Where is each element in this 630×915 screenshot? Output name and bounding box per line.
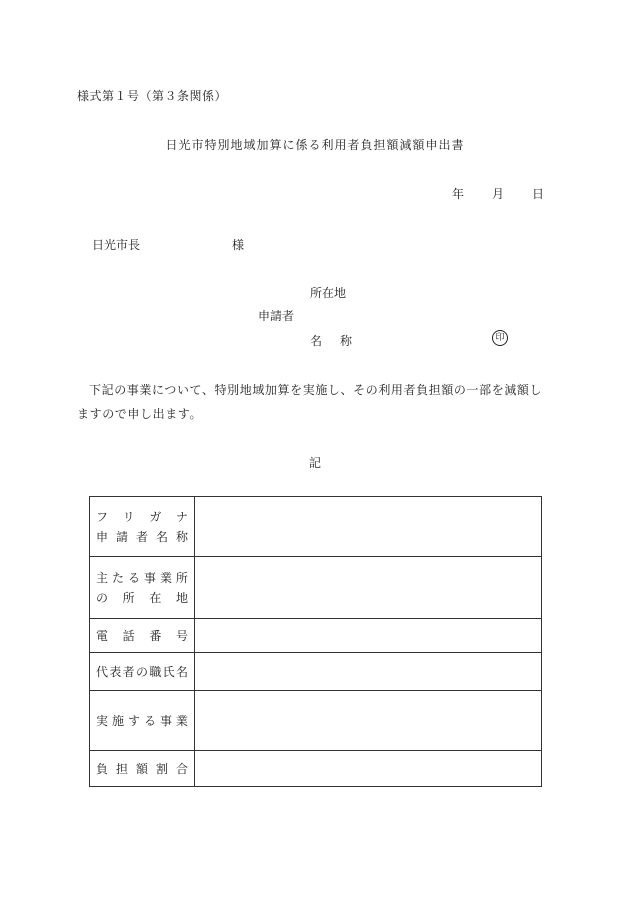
ki-label: 記 (308, 456, 321, 470)
row-label-cell (90, 653, 195, 691)
row-label-cell (90, 691, 195, 751)
seal-icon: 印 (492, 330, 508, 346)
row-label-line: 負 担 額 割 合 (96, 761, 188, 776)
table-row (90, 557, 542, 619)
row-label-line: 実 施 す る 事 業 (96, 713, 188, 728)
date-month-label: 月 (492, 187, 505, 201)
row-label-line: 主 た る 事 業 所 (96, 570, 188, 585)
row-label-cell (90, 751, 195, 787)
applicant-label: 申請者 (258, 309, 295, 323)
row-label-line: フ リ ガ ナ (96, 509, 188, 524)
row-label-line: 申 請 者 名 称 (96, 529, 188, 544)
row-label-line: 電 話 番 号 (96, 628, 188, 643)
date-day-label: 日 (532, 187, 545, 201)
table-row (90, 497, 542, 557)
document-title: 日光市特別地域加算に係る利用者負担額減額申出書 (165, 138, 465, 152)
applicant-name-label: 名称 (310, 334, 371, 348)
table-row (90, 619, 542, 653)
addressee-name: 日光市長 (92, 238, 141, 252)
table-row (90, 691, 542, 751)
application-table (89, 496, 542, 787)
body-text: 下記の事業について、特別地域加算を実施し、その利用者負担額の一部を減額しますので申し出ます。 (77, 383, 543, 421)
row-label-cell (90, 557, 195, 619)
form-number: 様式第１号（第３条関係） (77, 89, 228, 103)
row-value-cell[interactable] (195, 497, 542, 557)
row-label-line: の 所 在 地 (96, 590, 188, 605)
row-value-cell[interactable] (195, 557, 542, 619)
row-value-cell[interactable] (195, 751, 542, 787)
row-label-cell (90, 497, 195, 557)
addressee-honorific: 様 (232, 238, 245, 252)
row-value-cell[interactable] (195, 619, 542, 653)
date-year-label: 年 (452, 187, 465, 201)
row-value-cell[interactable] (195, 653, 542, 691)
table-row (90, 751, 542, 787)
applicant-location-label: 所在地 (310, 286, 347, 300)
row-label-line: 代 表 者 の 職 氏 名 (96, 664, 188, 679)
table-row (90, 653, 542, 691)
row-label-cell (90, 619, 195, 653)
row-value-cell[interactable] (195, 691, 542, 751)
